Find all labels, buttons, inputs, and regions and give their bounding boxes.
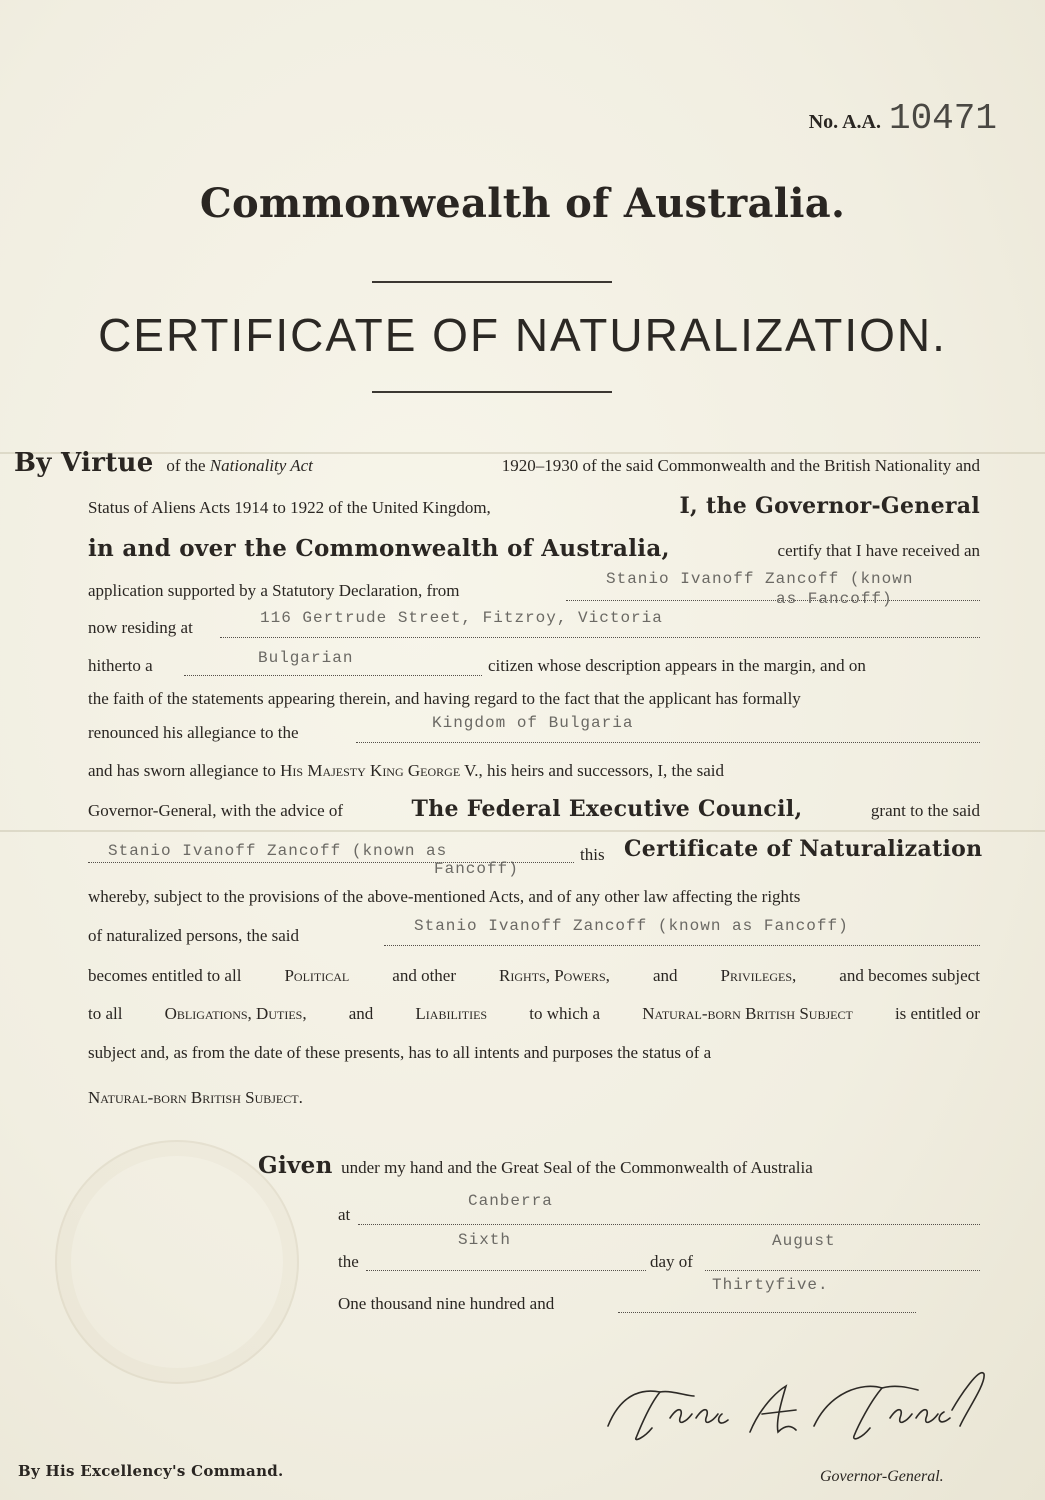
text: citizen whose description appears in the margin, and on <box>488 656 866 675</box>
title-rule-top <box>372 281 612 283</box>
text: application supported by a Statutory Declaration, from <box>88 581 460 600</box>
at-label: at <box>338 1205 351 1224</box>
text: and <box>652 966 678 985</box>
body-line-14 <box>88 965 980 987</box>
text: Rights, Powers, <box>499 966 610 985</box>
text: and has sworn allegiance to <box>88 761 276 780</box>
given-word: Given <box>258 1152 333 1179</box>
certificate-number-value: 10471 <box>888 98 997 139</box>
body-line-1 <box>14 448 980 478</box>
day: Sixth <box>458 1231 512 1249</box>
former-nationality: Bulgarian <box>258 649 354 667</box>
text: Governor-General, with the advice of <box>88 801 344 820</box>
governor-general-blackletter: I, the Governor-General <box>679 493 980 519</box>
certificate-of-naturalization: Certificate of Naturalization <box>624 836 983 862</box>
body-line-4 <box>88 570 980 608</box>
fold-line <box>0 830 1045 832</box>
text: Liabilities <box>415 1004 488 1023</box>
body-line-10 <box>88 798 980 822</box>
text: renounced his allegiance to the <box>88 723 299 742</box>
place: Canberra <box>468 1192 553 1210</box>
year-prefix: One thousand nine hundred and <box>338 1294 555 1313</box>
text: becomes entitled to all <box>88 966 242 985</box>
body-line-9 <box>88 760 980 782</box>
excellency-command: By His Excellency's Command. <box>18 1462 284 1480</box>
month-field-line <box>705 1270 980 1271</box>
body-line-8 <box>88 714 980 744</box>
text: is entitled or <box>894 1004 980 1023</box>
king-george: His Majesty King George V. <box>280 761 479 780</box>
text: of naturalized persons, the said <box>88 926 300 945</box>
text: Political <box>284 966 350 985</box>
given-line <box>258 1152 813 1179</box>
federal-executive-council: The Federal Executive Council, <box>411 796 803 822</box>
text: this <box>580 845 605 864</box>
former-allegiance: Kingdom of Bulgaria <box>432 714 634 732</box>
signature <box>600 1356 1000 1456</box>
year-field-line <box>618 1312 916 1313</box>
text: now residing at <box>88 618 193 637</box>
body-line-6 <box>88 649 980 677</box>
body-line-16: subject and, as from the date of these presents, has to all intents and purposes the status of a <box>88 1043 712 1062</box>
body-line-5 <box>88 609 980 639</box>
text: certify that I have received an <box>777 541 980 560</box>
said-name: Stanio Ivanoff Zancoff (known as Fancoff) <box>414 917 849 935</box>
body-line-7: the faith of the statements appearing therein, and having regard to the fact that the applicant has formally <box>88 689 801 708</box>
applicant-alias: as Fancoff) <box>776 590 893 608</box>
text: and becomes subject <box>839 966 980 985</box>
day-field-line <box>366 1270 646 1271</box>
text: to which a <box>529 1004 601 1023</box>
act-name: Nationality Act <box>209 456 313 475</box>
by-virtue: By Virtue <box>14 448 154 478</box>
address: 116 Gertrude Street, Fitzroy, Victoria <box>260 609 663 627</box>
title-rule-bottom <box>372 391 612 393</box>
certificate-number-label: No. A.A. <box>808 111 881 133</box>
text: and other <box>392 966 457 985</box>
text: Status of Aliens Acts 1914 to 1922 of the United Kingdom, <box>88 498 491 517</box>
said-name-field-line <box>384 945 980 946</box>
the-label: the <box>338 1252 359 1271</box>
text: under my hand and the Great Seal of the Commonwealth of Australia <box>341 1158 813 1177</box>
place-field-line <box>358 1224 980 1225</box>
body-line-17: Natural-born British Subject. <box>88 1088 303 1107</box>
year: Thirtyfive. <box>712 1276 829 1294</box>
text: to all <box>88 1004 123 1023</box>
certificate-number <box>809 98 997 139</box>
address-field-line <box>220 637 980 638</box>
day-of-label: day of <box>650 1252 693 1271</box>
signature-drawing <box>600 1356 1000 1456</box>
grantee-alias: Fancoff) <box>434 860 519 878</box>
text: 1920–1930 of the said Commonwealth and the British Nationality and <box>501 456 980 475</box>
commonwealth-blackletter: in and over the Commonwealth of Australia, <box>88 535 670 562</box>
body-line-12: whereby, subject to the provisions of the above-mentioned Acts, and of any other law affecting the rights <box>88 887 801 906</box>
text: , his heirs and successors, I, the said <box>478 761 724 780</box>
allegiance-field-line <box>356 742 980 743</box>
text: of the <box>166 456 206 475</box>
applicant-field-line <box>566 600 980 601</box>
text: hitherto a <box>88 656 153 675</box>
commonwealth-heading: Commonwealth of Australia. <box>199 180 846 227</box>
nationality-field-line <box>184 675 482 676</box>
text: Natural-born British Subject <box>642 1004 853 1023</box>
text: Obligations, Duties, <box>164 1004 307 1023</box>
text: grant to the said <box>870 801 980 820</box>
body-line-2 <box>88 495 980 519</box>
signatory-title: Governor-General. <box>820 1468 944 1485</box>
text: Privileges, <box>720 966 797 985</box>
body-line-3 <box>88 535 980 562</box>
month: August <box>772 1232 836 1250</box>
body-line-15 <box>88 1003 980 1025</box>
grantee-name: Stanio Ivanoff Zancoff (known as <box>108 842 448 860</box>
certificate-title: CERTIFICATE OF NATURALIZATION. <box>98 309 947 361</box>
body-line-13 <box>88 917 980 947</box>
applicant-name: Stanio Ivanoff Zancoff (known <box>606 570 914 588</box>
text: and <box>348 1004 374 1023</box>
